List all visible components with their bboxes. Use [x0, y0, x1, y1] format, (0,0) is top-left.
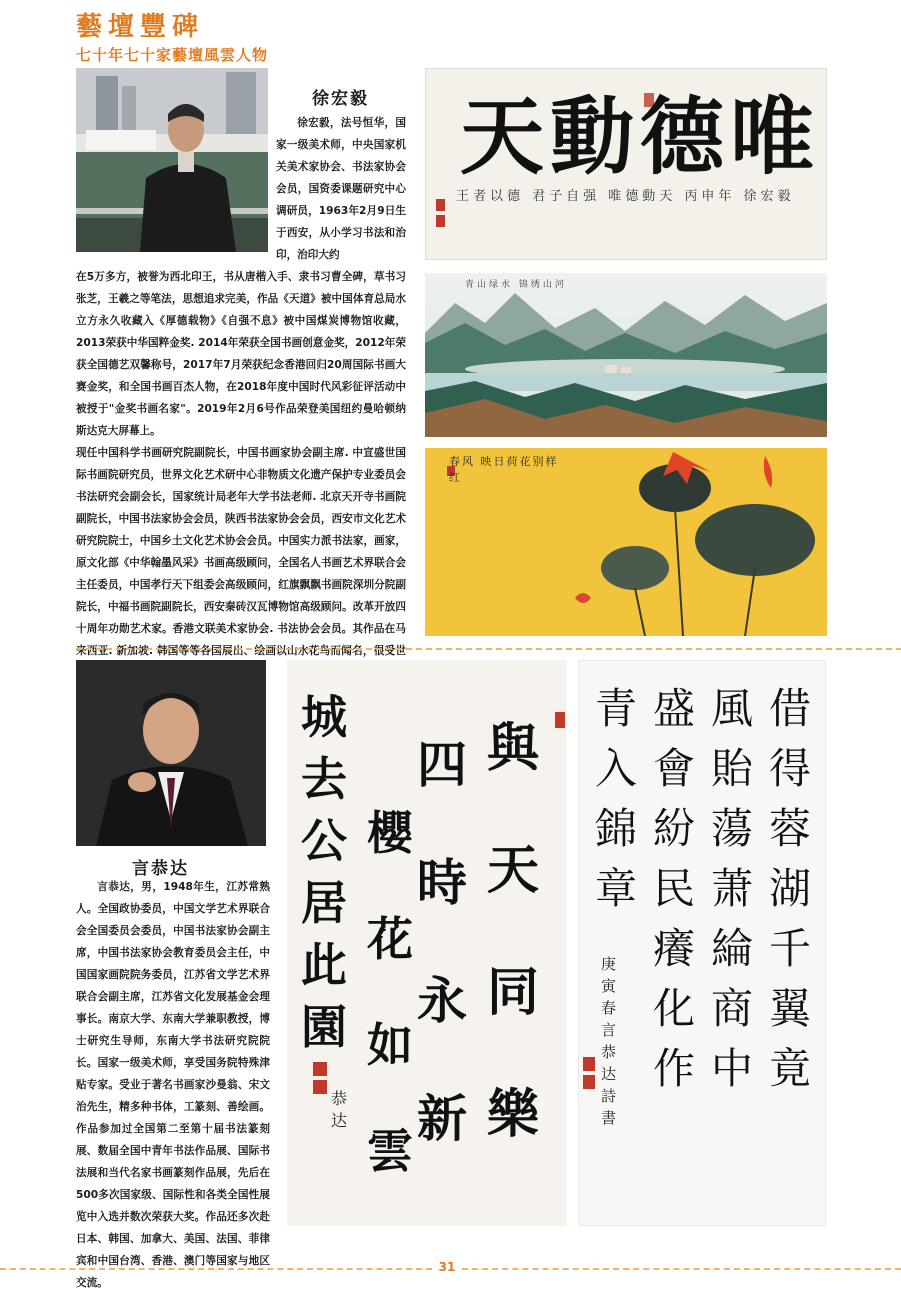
artist2-bio: [76, 876, 270, 1294]
artist1-bio-paragraph: 现任中国科学书画研究院副院长，中国书画家协会副主席. 中宣盛世国际书画院研究员，世界文化艺术研中心非物质文化遗产保护专业委员会书法研究会副会长，国家统计局老年大学书法老师. 北京天开寺书画院副院长，中国书法家协会会员，陕西书法家协会会员，西安市文化艺术研究院院士，中国乡土文化艺术协会会员。中国实力派书法家，画家，原文化部《中华翰墨风采》书画高级顾问，全国名人书画艺术界联合会主任委员，中国孝行天下组委会高级顾问，红旗飘飘书画院深圳分院副院长，中福书画院副院长，西安秦砖汉瓦博物馆高级顾问。改革开放四十周年功勋艺术家。香港文联美术家协会. 书法协会会员。其作品在马来西亚. 新加坡. 韩国等等各国展出、绘画以山水花鸟而闻名，很受世: [76, 447, 406, 657]
artist2-name: 言恭达: [132, 859, 189, 879]
artist1-bio-paragraph: 在5万多方，被誉为西北印王，书从唐楷入手、隶书习曹全碑，草书习张芝，王羲之等笔法，思想追求完美，作品《天道》被中国体育总局水立方永久收藏入《厚德载物》《自强不息》被中国煤炭博物馆收藏，2013荣获中华国粹金奖. 2014年荣获全国书画创意金奖，2012年荣获全国德艺双馨称号，2017年7月荣获纪念香港回归20周国际书画大赛金奖，和全国书画百杰人物，在2018年度中国时代风彩征评活动中被授于"金奖书画名家"。2019年2月6号作品荣登美国纽约曼哈顿纳斯达克大屏幕上。: [76, 271, 406, 437]
artist1-photo: [76, 68, 268, 252]
landscape-inscription: 青山绿水 锦绣山河: [465, 280, 567, 290]
lotus-inscription: 春风 映日荷花别样红: [449, 455, 559, 484]
footer-dashed-line: [0, 1268, 432, 1270]
header-subtitle: 七十年七十家藝壇風雲人物: [76, 46, 269, 64]
page-number: 31: [438, 1260, 456, 1274]
artist1-bio-intro-text: 徐宏毅，法号恒华，国家一级美术师，中央国家机关美术家协会、书法家协会会员，国资委课题研究中心调研员，1963年2月9日生于西安，从小学习书法和治印，治印大约: [276, 117, 406, 261]
calligraphy-small-text: 王者以德 君子自强 唯德動天 丙申年 徐宏毅: [456, 189, 795, 204]
artwork-clerical-calligraphy: [578, 660, 826, 1226]
clerical-column: 青入錦章: [595, 684, 638, 913]
artist1-name: 徐宏毅: [312, 89, 369, 109]
cursive-column: 四時永新: [417, 735, 467, 1148]
header-title: 藝壇豐碑: [76, 12, 205, 42]
calligraphy-main-text: 唯德動天: [459, 87, 820, 186]
cursive-signature: 恭达: [331, 1089, 348, 1130]
footer-dashed-line: [462, 1268, 901, 1270]
clerical-signature: 庚寅春 言恭达詩書: [601, 955, 617, 1127]
artwork-landscape-painting: [425, 273, 827, 437]
artist1-bio: [76, 266, 406, 684]
clerical-column: 盛會紛民癢化作: [653, 684, 696, 1093]
artwork-lotus-painting: [425, 448, 827, 636]
cursive-column: 櫻花如雲: [367, 806, 413, 1178]
artist2-photo: [76, 660, 266, 846]
clerical-column: 借得蓉湖千翼竟: [769, 684, 812, 1093]
artwork-cursive-calligraphy: [287, 660, 567, 1226]
artwork-calligraphy-horizontal: [425, 68, 827, 260]
clerical-column: 風貽蕩萧綸商中: [711, 684, 754, 1093]
artist1-bio-intro: [276, 112, 406, 266]
cursive-column: 與天同樂: [487, 718, 540, 1145]
artist2-bio-paragraph: 言恭达，男，1948年生，江苏常熟人。全国政协委员，中国文学艺术界联合会全国委员会委员，中国书法家协会副主席，中国书法家协会教育委员会主任，中国国家画院院务委员，江苏省文学艺术界联合会副主席，江苏省文化发展基金会理事长。南京大学、东南大学兼职教授，博士研究生导师，东南大学书法研究院院长。国家一级美术师，享受国务院特殊津贴专家。受业于著名书画家沙曼翁、宋文治先生，精多种书体，工篆刻、善绘画。作品参加过全国第二至第十届书法篆刻展、数届全国中青年书法作品展、国际书法展和当代名家书画篆刻作品展，先后在500多次国家级、国际性和各类全国性展览中入选并数次荣获大奖。作品还多次赴日本、韩国、加拿大、美国、法国、菲律宾和中国台湾、香港、澳门等国家与地区交流。: [76, 881, 270, 1289]
cursive-column: 城去公居此園: [301, 690, 347, 1054]
section-divider: [76, 648, 901, 650]
